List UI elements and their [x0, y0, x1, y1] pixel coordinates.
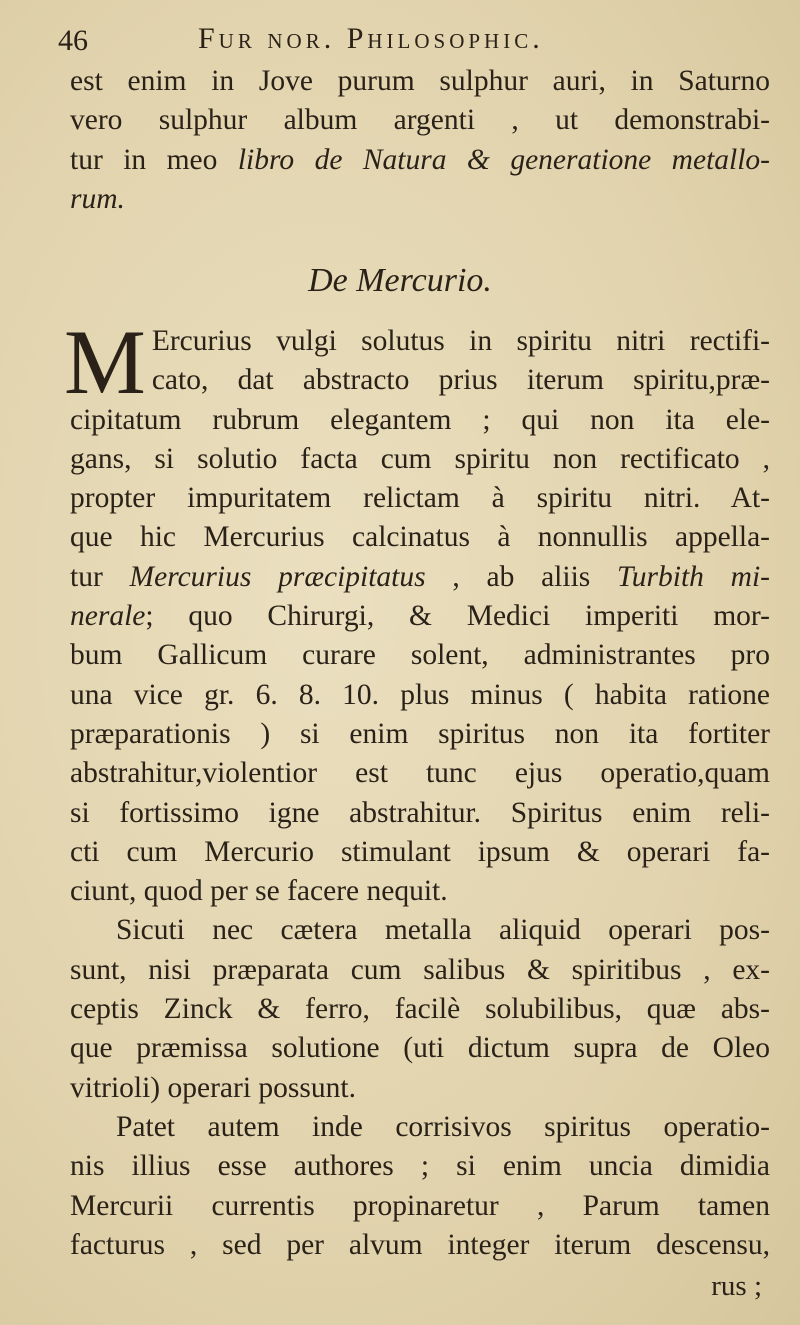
text-line: est enim in Jove purum sulphur auri, in Saturno — [70, 65, 770, 97]
text-line: si fortissimo igne abstrahitur. Spiritus enim reli- — [70, 796, 770, 829]
text-line: propter impuritatem relictam à spiritu nitri. At- — [70, 482, 770, 515]
text-line: sunt, nisi præparata cum salibus & spiritibus , ex- — [70, 953, 770, 986]
text-run: tur in meo — [70, 143, 238, 176]
text-line: que præmissa solutione (uti dictum supra de Oleo — [70, 1032, 770, 1065]
text-line: bum Gallicum curare solent, administrantes pro — [70, 639, 770, 672]
text-line: rum. — [70, 182, 125, 215]
text-line: una vice gr. 6. 8. 10. plus minus ( habita ratione — [70, 678, 770, 711]
text-line — [70, 558, 770, 597]
text-line: cipitatum rubrum elegantem ; qui non ita ele- — [70, 403, 770, 436]
text-line: nis illius esse authores ; si enim uncia dimidia — [70, 1150, 770, 1183]
text-run: , ab aliis — [425, 560, 617, 593]
text-line: gans, si solutio facta cum spiritu non rectificato , — [70, 442, 770, 475]
text-line — [70, 597, 770, 636]
text-line: vitrioli) operari possunt. — [70, 1071, 356, 1104]
page-number: 46 — [58, 24, 88, 57]
catchword: rus ; — [711, 1270, 762, 1302]
text-line: Mercurii currentis propinaretur , Parum tamen — [70, 1189, 770, 1222]
text-line: facturus , sed per alvum integer iterum descensu, — [70, 1228, 770, 1261]
text-line: cato, dat abstracto prius iterum spiritu,præ- — [151, 364, 770, 397]
text-line: vero sulphur album argenti , ut demonstrabi- — [70, 104, 770, 137]
section-heading: De Mercurio. — [308, 262, 492, 299]
main-text — [64, 311, 770, 1265]
text-line: præparationis ) si enim spiritus non ita fortiter — [70, 717, 770, 750]
text-run: tur — [70, 560, 130, 593]
text-line: ciunt, quod per se facere nequit. — [70, 875, 448, 908]
italic-term: Mercurius præcipitatus — [129, 560, 426, 593]
running-head: Fur nor. Philosophic. — [198, 22, 544, 55]
text-line — [70, 141, 770, 180]
italic-term: Turbith mi- — [617, 560, 770, 593]
book-title-italic: libro de Natura & generatione metallo- — [237, 143, 770, 176]
text-line: Patet autem inde corrisivos spiritus operatio- — [116, 1110, 770, 1143]
intro-paragraph — [70, 62, 770, 219]
text-line: que hic Mercurius calcinatus à nonnullis appella- — [70, 521, 770, 554]
text-line: Ercurius vulgi solutus in spiritu nitri rectifi- — [151, 325, 770, 357]
text-line: Sicuti nec cætera metalla aliquid operari pos- — [116, 914, 770, 947]
text-run: ; quo Chirurgi, & Medici imperiti mor- — [145, 600, 770, 633]
drop-capital: M — [64, 311, 146, 413]
page-header — [58, 18, 778, 66]
text-line: ceptis Zinck & ferro, facilè solubilibus, quæ abs- — [70, 993, 770, 1026]
text-line: abstrahitur,violentior est tunc ejus operatio,quam — [70, 757, 770, 790]
text-line: cti cum Mercurio stimulant ipsum & operari fa- — [70, 835, 770, 868]
italic-term: nerale — [70, 600, 146, 633]
